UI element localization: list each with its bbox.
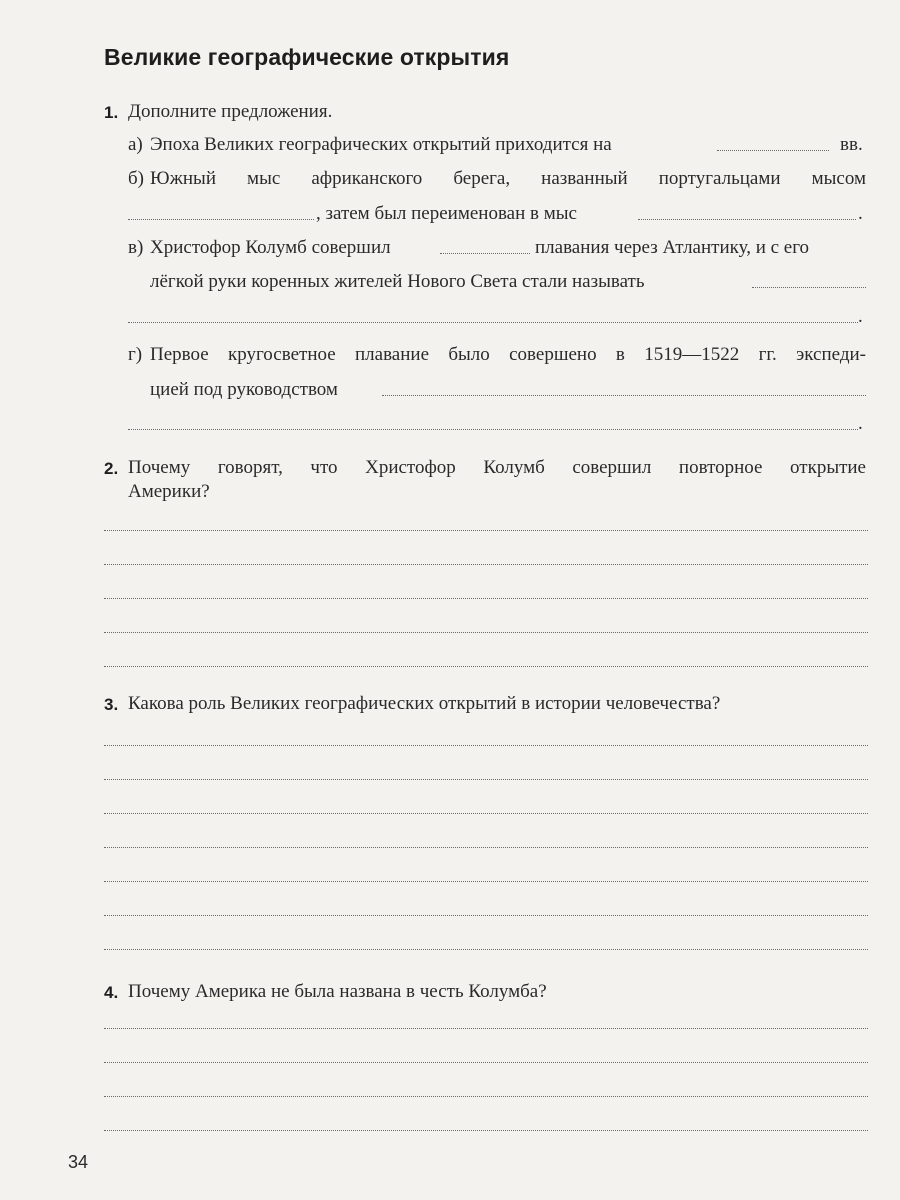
- question-3-text: Какова роль Великих географических открытий в истории человечества?: [128, 693, 721, 714]
- item-a-answer-blank[interactable]: [717, 150, 829, 151]
- item-b-answer-blank-1[interactable]: [128, 219, 314, 220]
- item-c-text1: Христофор Колумб совершил: [150, 237, 391, 258]
- item-d-line1: Первое кругосветное плавание было совершено в 1519—1522 гг. экспеди-: [150, 344, 866, 365]
- item-c-text2: плавания через Атлантику, и с его: [535, 237, 810, 258]
- question-1-number: 1.: [104, 103, 119, 122]
- answer-line[interactable]: [104, 813, 868, 814]
- item-d-label: г): [128, 344, 143, 365]
- item-a-label: а): [128, 134, 143, 155]
- item-b-mid: , затем был переименован в мыс: [316, 203, 577, 224]
- item-c-answer-blank-3[interactable]: [128, 322, 858, 323]
- answer-line[interactable]: [104, 1130, 868, 1131]
- answer-line[interactable]: [104, 530, 868, 531]
- item-c-end: .: [858, 306, 863, 327]
- item-b-label: б): [128, 168, 144, 189]
- answer-line[interactable]: [104, 847, 868, 848]
- answer-line[interactable]: [104, 949, 868, 950]
- item-c-line2: лёгкой руки коренных жителей Нового Света стали называть: [150, 271, 645, 292]
- answer-line[interactable]: [104, 564, 868, 565]
- item-c-label: в): [128, 237, 144, 258]
- answer-line[interactable]: [104, 666, 868, 667]
- item-c-answer-blank-1[interactable]: [440, 253, 530, 254]
- page-title: Великие географические открытия: [104, 44, 510, 70]
- question-2-line1: Почему говорят, что Христофор Колумб совершил повторное открытие: [128, 457, 866, 478]
- answer-line[interactable]: [104, 1028, 868, 1029]
- answer-line[interactable]: [104, 1062, 868, 1063]
- answer-line[interactable]: [104, 881, 868, 882]
- answer-line[interactable]: [104, 632, 868, 633]
- question-4-text: Почему Америка не была названа в честь Колумба?: [128, 981, 547, 1002]
- item-d-answer-blank-1[interactable]: [382, 395, 866, 396]
- answer-line[interactable]: [104, 915, 868, 916]
- item-b-answer-blank-2[interactable]: [638, 219, 856, 220]
- item-a-text: Эпоха Великих географических открытий приходится на: [150, 134, 612, 155]
- answer-line[interactable]: [104, 598, 868, 599]
- item-c-answer-blank-2[interactable]: [752, 287, 866, 288]
- item-d-line2: цией под руководством: [150, 379, 338, 400]
- answer-line[interactable]: [104, 779, 868, 780]
- item-b-end: .: [858, 203, 863, 224]
- item-d-end: .: [858, 413, 863, 434]
- item-d-answer-blank-2[interactable]: [128, 429, 858, 430]
- question-3-number: 3.: [104, 695, 119, 714]
- question-1-prompt: Дополните предложения.: [128, 101, 333, 122]
- answer-line[interactable]: [104, 745, 868, 746]
- question-2-line2: Америки?: [128, 481, 210, 502]
- answer-line[interactable]: [104, 1096, 868, 1097]
- item-b-text: Южный мыс африканского берега, названный португальцами мысом: [150, 168, 866, 189]
- item-a-tail: вв.: [840, 134, 863, 155]
- page-number: 34: [68, 1152, 89, 1172]
- question-4-number: 4.: [104, 983, 119, 1002]
- question-2-number: 2.: [104, 459, 119, 478]
